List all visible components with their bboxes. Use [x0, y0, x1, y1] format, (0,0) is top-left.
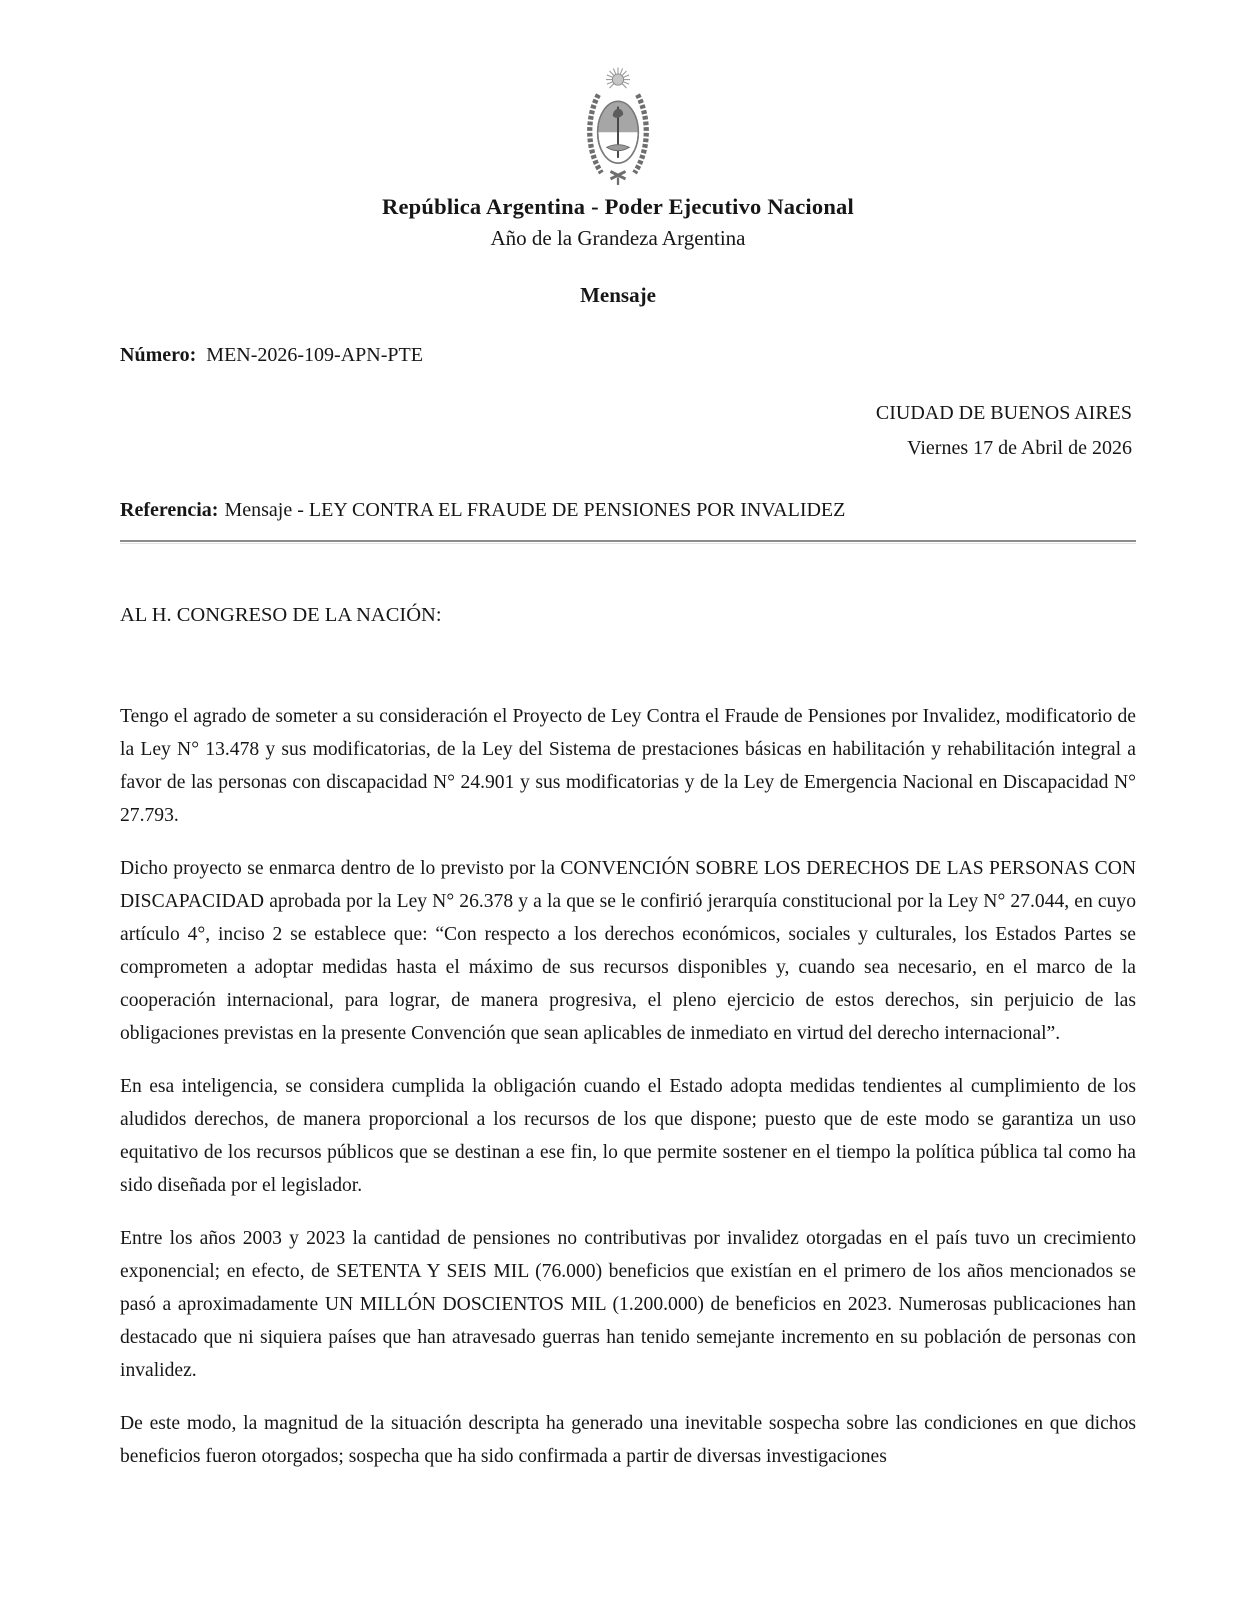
argentina-coat-of-arms-icon	[580, 66, 656, 194]
body-paragraph-2: Dicho proyecto se enmarca dentro de lo previsto por la CONVENCIÓN SOBRE LOS DERECHOS DE LAS PERSONAS CON DISCAPACIDAD aprobada por la Ley N° 26.378 y a la que se le confirió jerarquía constitucional por la Ley N° 27.044, en cuyo artículo 4°, inciso 2 se establece que: “Con respecto a los derechos económicos, sociales y culturales, los Estados Partes se comprometen a adoptar medidas hasta el máximo de sus recursos disponibles y, cuando sea necesario, en el marco de la cooperación internacional, para lograr, de manera progresiva, el pleno ejercicio de estos derechos, sin perjuicio de las obligaciones previstas en la presente Convención que sean aplicables de inmediato en virtud del derecho internacional”.	[120, 858, 1136, 1044]
body-paragraph-1: Tengo el agrado de someter a su consideración el Proyecto de Ley Contra el Fraude de Pensiones por Invalidez, modificatorio de la Ley N° 13.478 y sus modificatorias, de la Ley del Sistema de prestaciones básicas en habilitación y rehabilitación integral a favor de las personas con discapacidad N° 24.901 y sus modificatorias y de la Ley de Emergencia Nacional en Discapacidad N° 27.793.	[120, 706, 1136, 826]
document-type-title: Mensaje	[580, 283, 656, 307]
header-year-line: Año de la Grandeza Argentina	[490, 226, 746, 250]
header-org-line: República Argentina - Poder Ejecutivo Nacional	[382, 194, 854, 219]
reference-line	[120, 499, 1136, 522]
body-paragraph-3: En esa inteligencia, se considera cumplida la obligación cuando el Estado adopta medidas tendientes al cumplimiento de los aludidos derechos, de manera proporcional a los recursos de los que dispone; puesto que de este modo se garantiza un uso equitativo de los recursos públicos que se destinan a ese fin, lo que permite sostener en el tiempo la política pública tal como ha sido diseñada por el legislador.	[120, 1076, 1136, 1196]
reference-value: Mensaje - LEY CONTRA EL FRAUDE DE PENSIONES POR INVALIDEZ	[224, 499, 846, 521]
city-line: CIUDAD DE BUENOS AIRES	[875, 402, 1132, 424]
document-number-line	[120, 344, 423, 367]
header-divider	[120, 540, 1136, 544]
salutation-line: AL H. CONGRESO DE LA NACIÓN:	[120, 604, 442, 626]
date-line: Viernes 17 de Abril de 2026	[907, 437, 1132, 459]
message-body	[120, 700, 1136, 1493]
number-label: Número:	[120, 344, 197, 366]
body-paragraph-4: Entre los años 2003 y 2023 la cantidad de pensiones no contributivas por invalidez otorgadas en el país tuvo un crecimiento exponencial; en efecto, de SETENTA Y SEIS MIL (76.000) beneficios que existían en el primero de los años mencionados se pasó a aproximadamente UN MILLÓN DOSCIENTOS MIL (1.200.000) de beneficios en 2023. Numerosas publicaciones han destacado que ni siquiera países que han atravesado guerras han tenido semejante incremento en su población de personas con invalidez.	[120, 1228, 1136, 1381]
number-value: MEN-2026-109-APN-PTE	[206, 344, 423, 366]
body-paragraph-5: De este modo, la magnitud de la situación descripta ha generado una inevitable sospecha sobre las condiciones en que dichos beneficios fueron otorgados; sospecha que ha sido confirmada a partir de diversas investigaciones	[120, 1413, 1136, 1467]
reference-label: Referencia:	[120, 499, 219, 521]
